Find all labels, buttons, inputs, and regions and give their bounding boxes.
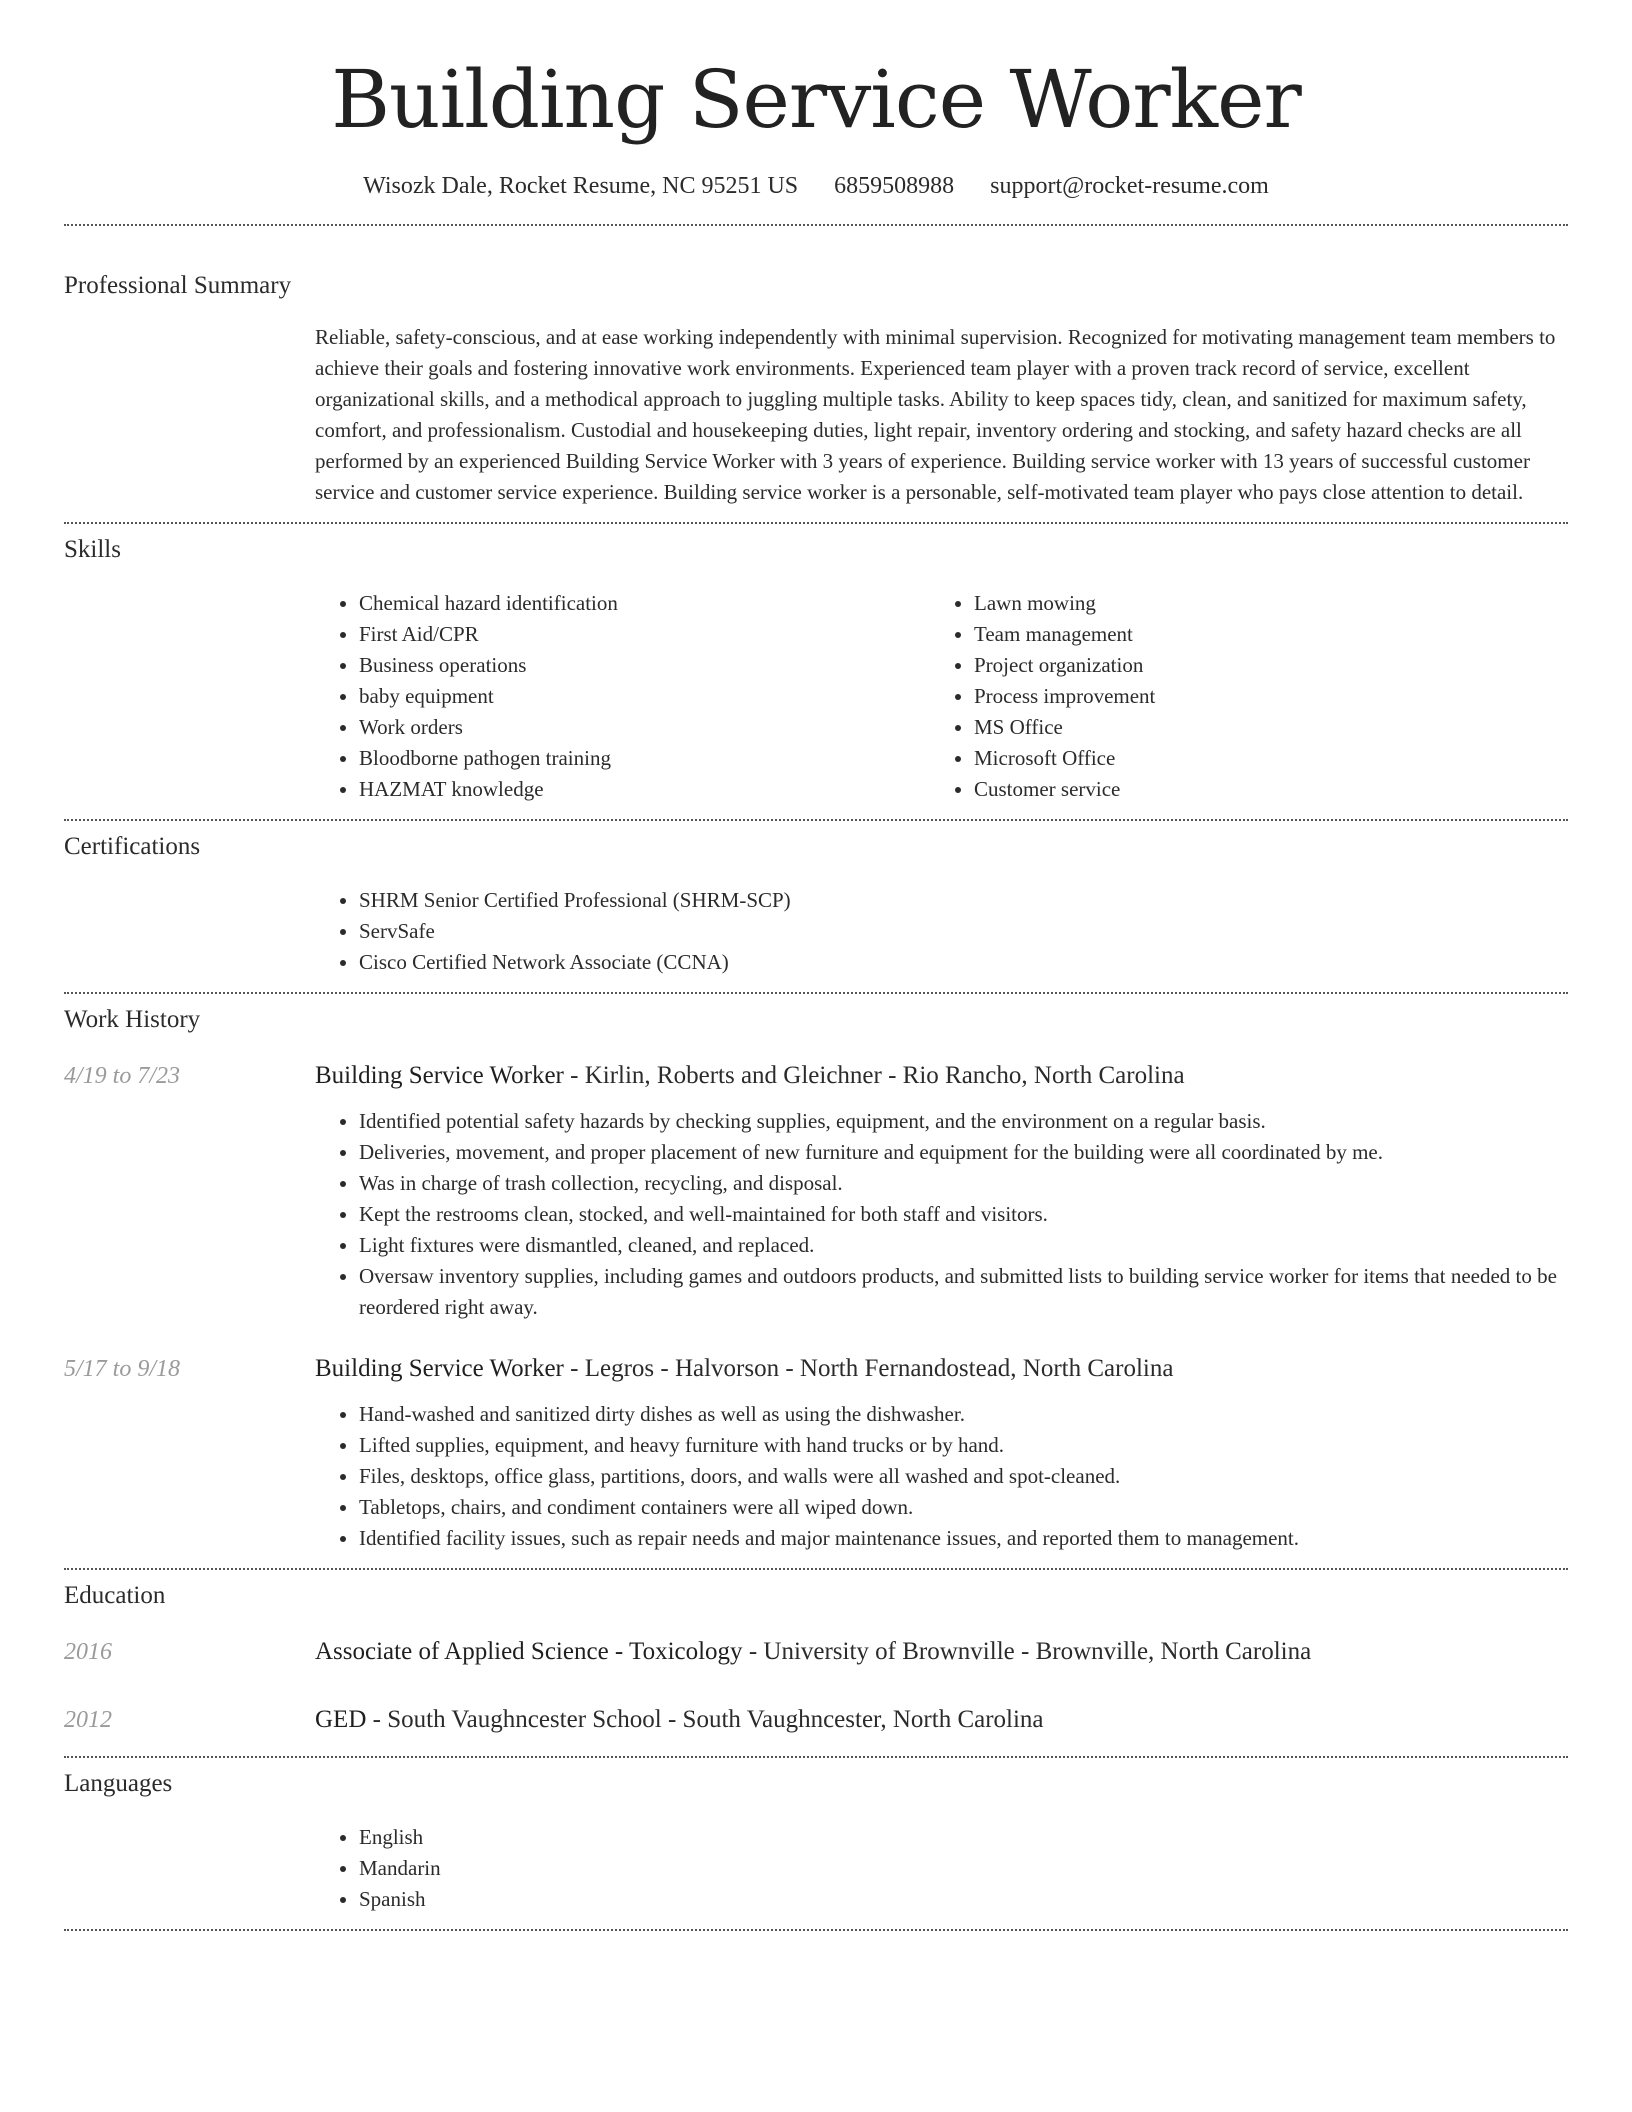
education-school-location: - University of Brownville - Brownville, North Carolina [742,1638,1312,1665]
divider [64,992,1568,994]
education-entries [64,1636,1568,1736]
education-section [64,1580,1568,1736]
skills-list-right [930,588,1545,805]
job-duty-item: • Lifted supplies, equipment, and heavy furniture with hand trucks or by hand. [359,1430,1568,1461]
certification-item: • ServSafe [359,916,1568,947]
page-title: Building Service Worker [331,53,1301,146]
work-history-entries [64,1060,1568,1554]
job-duties-list [315,1106,1568,1323]
skill-item: • Customer service [974,774,1545,805]
language-item: • Spanish [359,1884,1568,1915]
job-duty-item: • Hand-washed and sanitized dirty dishes as well as using the dishwasher. [359,1399,1568,1430]
job-duty-item: • Files, desktops, office glass, partitions, doors, and walls were all washed and spot-cleaned. [359,1461,1568,1492]
job-employer-location: - Legros - Halvorson - North Fernandostead, North Carolina [563,1355,1174,1382]
job-role: Building Service Worker [315,1062,564,1089]
education-entry [64,1636,1568,1668]
skill-item: • Lawn mowing [974,588,1545,619]
divider [64,224,1568,226]
summary-section [64,270,1568,508]
languages-section [64,1768,1568,1915]
divider [64,1929,1568,1931]
job-dates: 4/19 to 7/23 [64,1063,181,1089]
skills-columns [315,588,1568,805]
job-duty-item: • Oversaw inventory supplies, including games and outdoors products, and submitted lists to building service worker for items that needed to be reordered right away. [359,1261,1568,1323]
section-title-certifications: Certifications [64,833,201,860]
section-title-work-history: Work History [64,1006,201,1033]
divider [64,1756,1568,1758]
section-title-education: Education [64,1582,166,1609]
job-entry [64,1353,1568,1554]
section-title-languages: Languages [64,1770,173,1797]
languages-list [315,1822,1568,1915]
skill-item: • baby equipment [359,681,930,712]
job-duty-item: • Was in charge of trash collection, recycling, and disposal. [359,1168,1568,1199]
skill-item: • Process improvement [974,681,1545,712]
certifications-list [315,885,1568,978]
education-school-location: - South Vaughncester School - South Vaughncester, North Carolina [366,1706,1044,1733]
contact-phone: 6859508988 [834,173,955,199]
job-duties-list [315,1399,1568,1554]
education-title [315,1636,1311,1668]
skill-item: • Bloodborne pathogen training [359,743,930,774]
job-dates: 5/17 to 9/18 [64,1356,181,1382]
job-role: Building Service Worker [315,1355,564,1382]
language-item: • Mandarin [359,1853,1568,1884]
skills-section [64,534,1568,805]
job-duty-item: • Identified potential safety hazards by checking supplies, equipment, and the environment on a regular basis. [359,1106,1568,1137]
education-year: 2016 [64,1639,112,1665]
work-history-section [64,1004,1568,1554]
section-title-summary: Professional Summary [64,272,292,299]
skill-item: • MS Office [974,712,1545,743]
job-duty-item: • Tabletops, chairs, and condiment containers were all wiped down. [359,1492,1568,1523]
job-employer-location: - Kirlin, Roberts and Gleichner - Rio Rancho, North Carolina [563,1062,1185,1089]
education-degree: GED [315,1706,367,1733]
divider [64,819,1568,821]
skill-item: • Project organization [974,650,1545,681]
skill-item: • Work orders [359,712,930,743]
education-degree: Associate of Applied Science - Toxicology [315,1638,743,1665]
contact-email: support@rocket-resume.com [990,173,1269,199]
contact-line [64,170,1568,202]
education-entry [64,1704,1568,1736]
language-item: • English [359,1822,1568,1853]
education-year: 2012 [64,1707,112,1733]
certifications-section [64,831,1568,978]
skill-item: • Microsoft Office [974,743,1545,774]
certification-item: • SHRM Senior Certified Professional (SHRM-SCP) [359,885,1568,916]
skill-item: • Team management [974,619,1545,650]
contact-address: Wisozk Dale, Rocket Resume, NC 95251 US [363,173,799,199]
job-duty-item: • Light fixtures were dismantled, cleaned, and replaced. [359,1230,1568,1261]
resume-page [64,0,1568,1931]
skills-list-left [315,588,930,805]
certification-item: • Cisco Certified Network Associate (CCNA) [359,947,1568,978]
summary-text: Reliable, safety-conscious, and at ease working independently with minimal supervision. Recognized for motivating management team members to achieve their goals and fostering innovative work environments. Experienced team player with a proven track record of service, excellent organizational skills, and a methodical approach to juggling multiple tasks. Ability to keep spaces tidy, clean, and sanitized for maximum safety, comfort, and professionalism. Custodial and housekeeping duties, light repair, inventory ordering and stocking, and safety hazard checks are all performed by an experienced Building Service Worker with 3 years of experience. Building service worker with 13 years of successful customer service and customer service experience. Building service worker is a personable, self-motivated team player who pays close attention to detail. [315,325,1556,504]
job-entry [64,1060,1568,1323]
divider [64,522,1568,524]
skill-item: • Business operations [359,650,930,681]
section-title-skills: Skills [64,536,121,563]
skill-item: • First Aid/CPR [359,619,930,650]
job-duty-item: • Deliveries, movement, and proper placement of new furniture and equipment for the building were all coordinated by me. [359,1137,1568,1168]
education-title [315,1704,1044,1736]
skill-item: • HAZMAT knowledge [359,774,930,805]
job-duty-item: • Kept the restrooms clean, stocked, and well-maintained for both staff and visitors. [359,1199,1568,1230]
divider [64,1568,1568,1570]
skill-item: • Chemical hazard identification [359,588,930,619]
job-duty-item: • Identified facility issues, such as repair needs and major maintenance issues, and reported them to management. [359,1523,1568,1554]
job-title [315,1353,1173,1385]
job-title [315,1060,1185,1092]
